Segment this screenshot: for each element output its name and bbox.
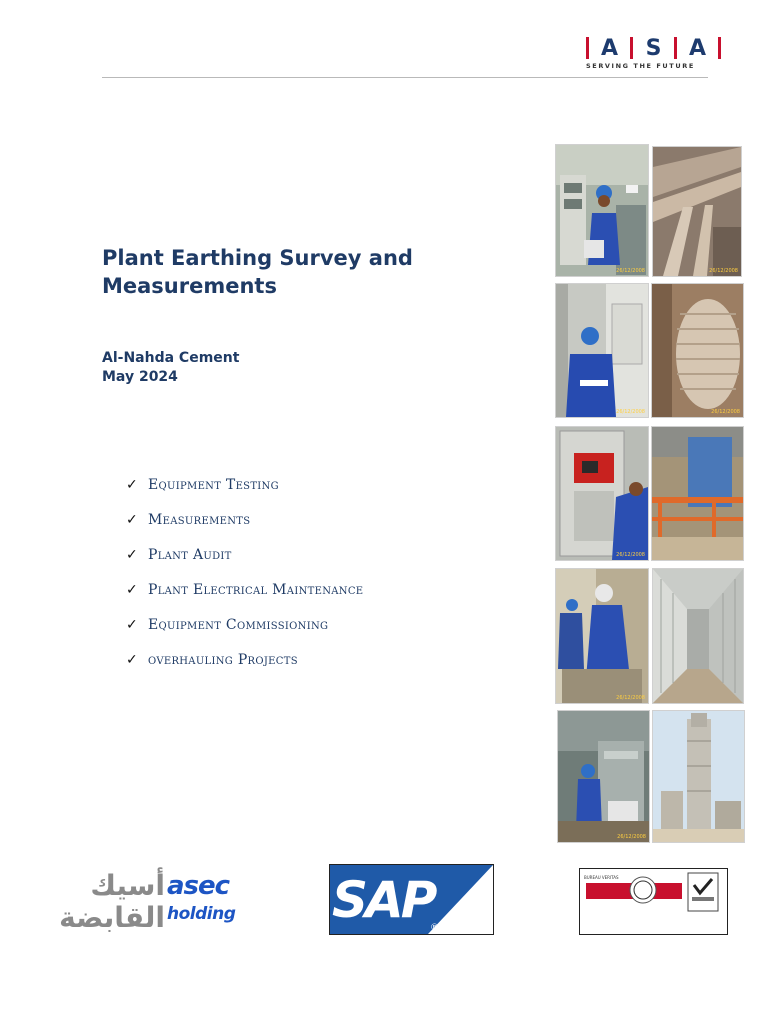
checkmark-icon: ✓ bbox=[126, 617, 139, 633]
asec-arabic-top: أسيك bbox=[90, 869, 165, 902]
service-label: overhauling Projects bbox=[148, 652, 298, 668]
photo-cable-drum bbox=[651, 283, 744, 418]
list-item bbox=[126, 617, 456, 652]
service-label: Measurements bbox=[148, 512, 251, 528]
service-label: Equipment Testing bbox=[148, 477, 279, 493]
asa-logo bbox=[586, 36, 722, 72]
asec-latin-wordmark bbox=[167, 870, 236, 926]
logo-letter-s: S bbox=[645, 35, 662, 61]
sap-logo bbox=[329, 864, 494, 935]
asec-latin-bottom: holding bbox=[167, 904, 236, 924]
header-divider bbox=[102, 77, 708, 78]
asec-arabic-wordmark bbox=[57, 870, 165, 936]
checkmark-icon: ✓ bbox=[126, 547, 139, 563]
photo-switchgear-corridor bbox=[652, 568, 744, 704]
checkmark-icon: ✓ bbox=[126, 652, 139, 668]
photo-date-stamp: 26/12/2008 bbox=[711, 409, 740, 415]
logo-letter-a1: A bbox=[600, 35, 619, 61]
photo-date-stamp: 26/12/2008 bbox=[616, 409, 645, 415]
photo-date-stamp: 26/12/2008 bbox=[616, 695, 645, 701]
service-label: Plant Electrical Maintenance bbox=[148, 582, 364, 598]
photo-grid bbox=[555, 144, 747, 844]
sap-wordmark: SAP bbox=[332, 871, 435, 929]
photo-date-stamp: 26/12/2008 bbox=[616, 268, 645, 274]
photo-cable-trays bbox=[652, 146, 742, 277]
list-item bbox=[126, 477, 456, 512]
checkmark-icon: ✓ bbox=[126, 477, 139, 493]
photo-plant-platform bbox=[651, 426, 744, 561]
photo-date-stamp: 26/12/2008 bbox=[617, 834, 646, 840]
photo-date-stamp: 26/12/2008 bbox=[616, 552, 645, 558]
photo-red-switchgear bbox=[555, 426, 649, 561]
photo-technicians-cabinet bbox=[555, 568, 649, 704]
photo-technician-panel bbox=[555, 283, 649, 418]
photo-control-room bbox=[555, 144, 649, 277]
service-label: Equipment Commissioning bbox=[148, 617, 329, 633]
document-title: Plant Earthing Survey and Measurements bbox=[102, 246, 413, 298]
logo-letter-a2: A bbox=[688, 35, 707, 61]
logo-tagline: SERVING THE FUTURE bbox=[586, 62, 695, 70]
asec-holding-logo bbox=[57, 869, 236, 936]
photo-plant-tower bbox=[652, 710, 745, 843]
list-item bbox=[126, 582, 456, 617]
sap-registered-mark: ® bbox=[430, 923, 439, 933]
checkmark-icon: ✓ bbox=[126, 512, 139, 528]
photo-date-stamp: 26/12/2008 bbox=[709, 268, 738, 274]
services-list bbox=[126, 477, 456, 687]
service-label: Plant Audit bbox=[148, 547, 232, 563]
list-item bbox=[126, 652, 456, 687]
logo-separator bbox=[718, 37, 721, 59]
bureau-veritas-certification bbox=[579, 868, 728, 935]
document-date: May 2024 bbox=[102, 369, 178, 385]
list-item bbox=[126, 547, 456, 582]
asec-arabic-bottom: القابضة bbox=[59, 901, 165, 934]
checkmark-icon: ✓ bbox=[126, 582, 139, 598]
bv-label: BUREAU VERITAS bbox=[584, 875, 619, 880]
asa-logo-letters bbox=[586, 36, 722, 60]
list-item bbox=[126, 512, 456, 547]
client-name: Al-Nahda Cement bbox=[102, 350, 240, 366]
document-subtitle bbox=[102, 349, 402, 387]
photo-mcc-room bbox=[557, 710, 650, 843]
asec-latin-top: asec bbox=[167, 871, 230, 901]
